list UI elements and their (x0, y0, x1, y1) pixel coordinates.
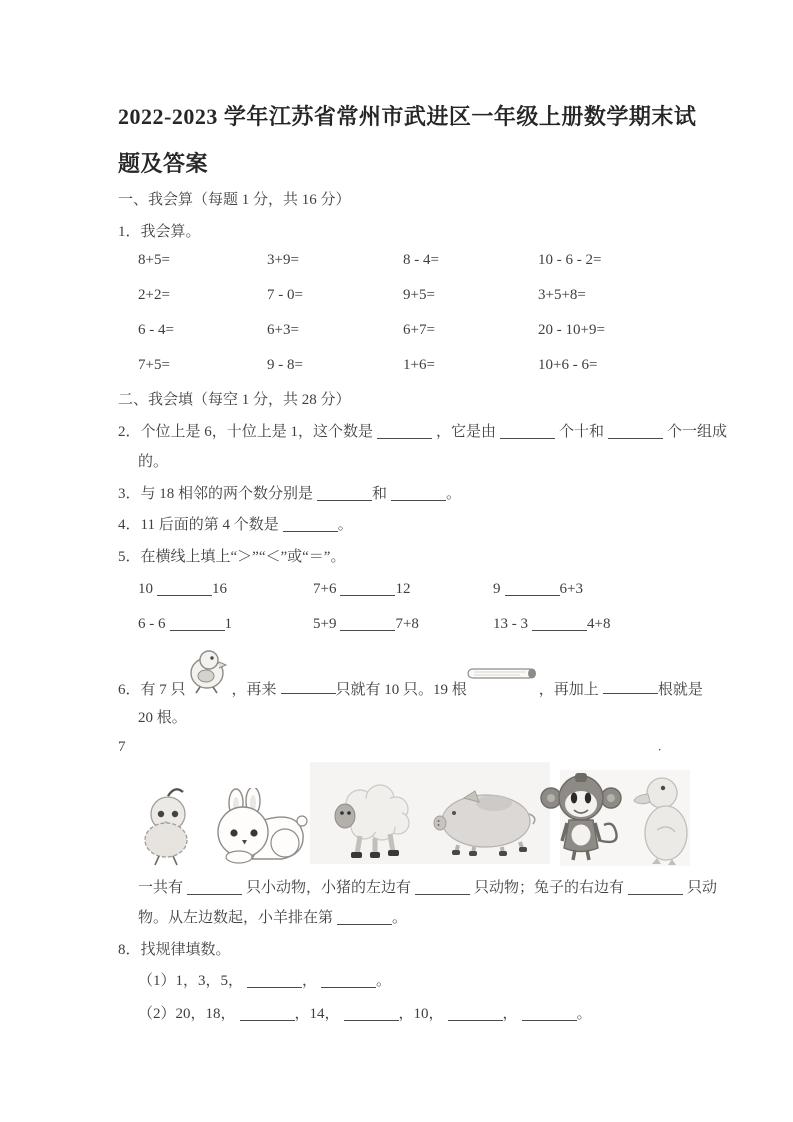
q8-blank-6[interactable] (522, 1008, 577, 1021)
math-expression: 9+5= (403, 287, 435, 303)
q7-text: 物。从左边数起，小羊排在第 (138, 910, 334, 926)
compare-left: 6 - 6 (138, 616, 166, 632)
q2-blank-3[interactable] (608, 426, 663, 439)
compare-left: 9 (493, 581, 501, 597)
q5-blank-3[interactable] (505, 583, 560, 596)
q2-text: 2．个位上是 6，十位上是 1，这个数是 (118, 424, 374, 440)
compare-right: 16 (212, 581, 227, 597)
math-expression: 7+5= (138, 357, 170, 373)
question-2-line-2: 的。 (138, 454, 169, 470)
q6-text: ，再加上 (538, 682, 599, 698)
compare-right: 6+3 (559, 581, 583, 597)
question-7-line-2 (138, 908, 407, 928)
question-7-line-1 (138, 878, 717, 898)
q8-blank-1[interactable] (247, 975, 302, 988)
math-expression: 6+3= (267, 322, 299, 338)
q8-text: 。 (376, 973, 392, 989)
monkey-icon (538, 768, 624, 862)
math-expression: 3+5+8= (538, 287, 586, 303)
q2-blank-2[interactable] (500, 426, 555, 439)
compare-left: 7+6 (313, 581, 337, 597)
page-title-line-1: 2022-2023 学年江苏省常州市武进区一年级上册数学期末试 (118, 104, 697, 129)
q6-text: 6．有 7 只 (118, 682, 186, 698)
q8-blank-2[interactable] (321, 975, 376, 988)
question-2-line-1 (118, 422, 727, 442)
math-expression: 9 - 8= (267, 357, 303, 373)
compare-right: 7+8 (395, 616, 419, 632)
q6-text: 根就是 (657, 682, 703, 698)
comparison-item (138, 614, 232, 634)
q7-blank-2[interactable] (415, 882, 470, 895)
q2-text: ，它是由 (436, 424, 497, 440)
q5-blank-2[interactable] (340, 583, 395, 596)
q7-number: 7 (118, 739, 126, 755)
q7-text: 只动物；兔子的右边有 (474, 880, 625, 896)
math-expression: 6 - 4= (138, 322, 174, 338)
q2-text: 个十和 (559, 424, 605, 440)
question-8-sub-1 (138, 971, 391, 991)
q8-text: ，14， (294, 1006, 340, 1022)
q6-blank-1[interactable] (281, 681, 336, 694)
counting-stick-icon (467, 666, 539, 681)
comparison-item (138, 579, 227, 599)
sheep-icon (330, 782, 414, 864)
question-8-label: 8．找规律填数。 (118, 942, 231, 958)
compare-left: 5+9 (313, 616, 337, 632)
pig-icon (430, 788, 536, 856)
page-title-line-2: 题及答案 (118, 151, 209, 176)
comparison-item (493, 579, 583, 599)
question-8-sub-2 (138, 1004, 592, 1024)
math-expression: 8+5= (138, 252, 170, 268)
q8-text: ， (302, 973, 318, 989)
q7-blank-3[interactable] (628, 882, 683, 895)
q8-text: （1）1，3，5， (138, 973, 244, 989)
compare-right: 4+8 (587, 616, 611, 632)
q5-blank-1[interactable] (157, 583, 212, 596)
q4-blank-1[interactable] (283, 519, 338, 532)
comparison-item (493, 614, 610, 634)
q8-blank-5[interactable] (448, 1008, 503, 1021)
duck-icon (630, 772, 694, 866)
compare-left: 10 (138, 581, 153, 597)
section-2-heading: 二、我会填（每空 1 分，共 28 分） (118, 392, 351, 408)
q6-blank-2[interactable] (603, 681, 658, 694)
q7-blank-4[interactable] (337, 912, 392, 925)
rabbit-icon (206, 788, 308, 866)
section-1-heading: 一、我会算（每题 1 分，共 16 分） (118, 192, 351, 208)
question-1-label: 1．我会算。 (118, 224, 201, 240)
q7-blank-1[interactable] (187, 882, 242, 895)
question-3 (118, 484, 461, 504)
q8-text: ， (502, 1006, 518, 1022)
math-expression: 3+9= (267, 252, 299, 268)
math-expression: 7 - 0= (267, 287, 303, 303)
math-expression: 2+2= (138, 287, 170, 303)
math-expression: 1+6= (403, 357, 435, 373)
question-6-line-2: 20 根。 (138, 710, 187, 726)
q6-text: ，再来 (231, 682, 277, 698)
q3-blank-1[interactable] (317, 488, 372, 501)
q7-end-dot: ． (658, 741, 669, 753)
q2-blank-1[interactable] (377, 426, 432, 439)
q4-text: 4．11 后面的第 4 个数是 (118, 517, 279, 533)
comparison-item (313, 579, 410, 599)
q8-blank-3[interactable] (240, 1008, 295, 1021)
question-4 (118, 515, 353, 535)
question-7-number-line (118, 737, 678, 757)
q3-text: 。 (446, 486, 462, 502)
q8-text: 。 (576, 1006, 592, 1022)
q8-text: （2）20，18， (138, 1006, 236, 1022)
q3-text: 3．与 18 相邻的两个数分别是 (118, 486, 314, 502)
q5-blank-4[interactable] (170, 618, 225, 631)
question-6-line-1 (118, 646, 703, 700)
chick-icon (140, 784, 198, 866)
q5-blank-5[interactable] (340, 618, 395, 631)
q7-text: 一共有 (138, 880, 184, 896)
comparison-item (313, 614, 419, 634)
q8-blank-4[interactable] (344, 1008, 399, 1021)
q6-text: 只就有 10 只。19 根 (335, 682, 467, 698)
math-expression: 8 - 4= (403, 252, 439, 268)
math-expression: 10 - 6 - 2= (538, 252, 602, 268)
compare-right: 1 (224, 616, 232, 632)
q7-text: 只小动物，小猪的左边有 (246, 880, 412, 896)
q5-blank-6[interactable] (532, 618, 587, 631)
math-expression: 6+7= (403, 322, 435, 338)
math-expression: 10+6 - 6= (538, 357, 598, 373)
q4-text: 。 (337, 517, 353, 533)
q2-text: 个一组成 (667, 424, 728, 440)
animal-picture-strip (140, 762, 696, 872)
math-expression: 20 - 10+9= (538, 322, 605, 338)
compare-left: 13 - 3 (493, 616, 528, 632)
q3-blank-2[interactable] (391, 488, 446, 501)
q7-text: 只动 (687, 880, 718, 896)
q8-text: ，10， (398, 1006, 444, 1022)
chick-icon (186, 646, 232, 694)
question-5-label: 5．在横线上填上“＞”“＜”或“＝”。 (118, 549, 346, 565)
q7-text: 。 (392, 910, 408, 926)
q3-text: 和 (372, 486, 388, 502)
compare-right: 12 (395, 581, 411, 597)
